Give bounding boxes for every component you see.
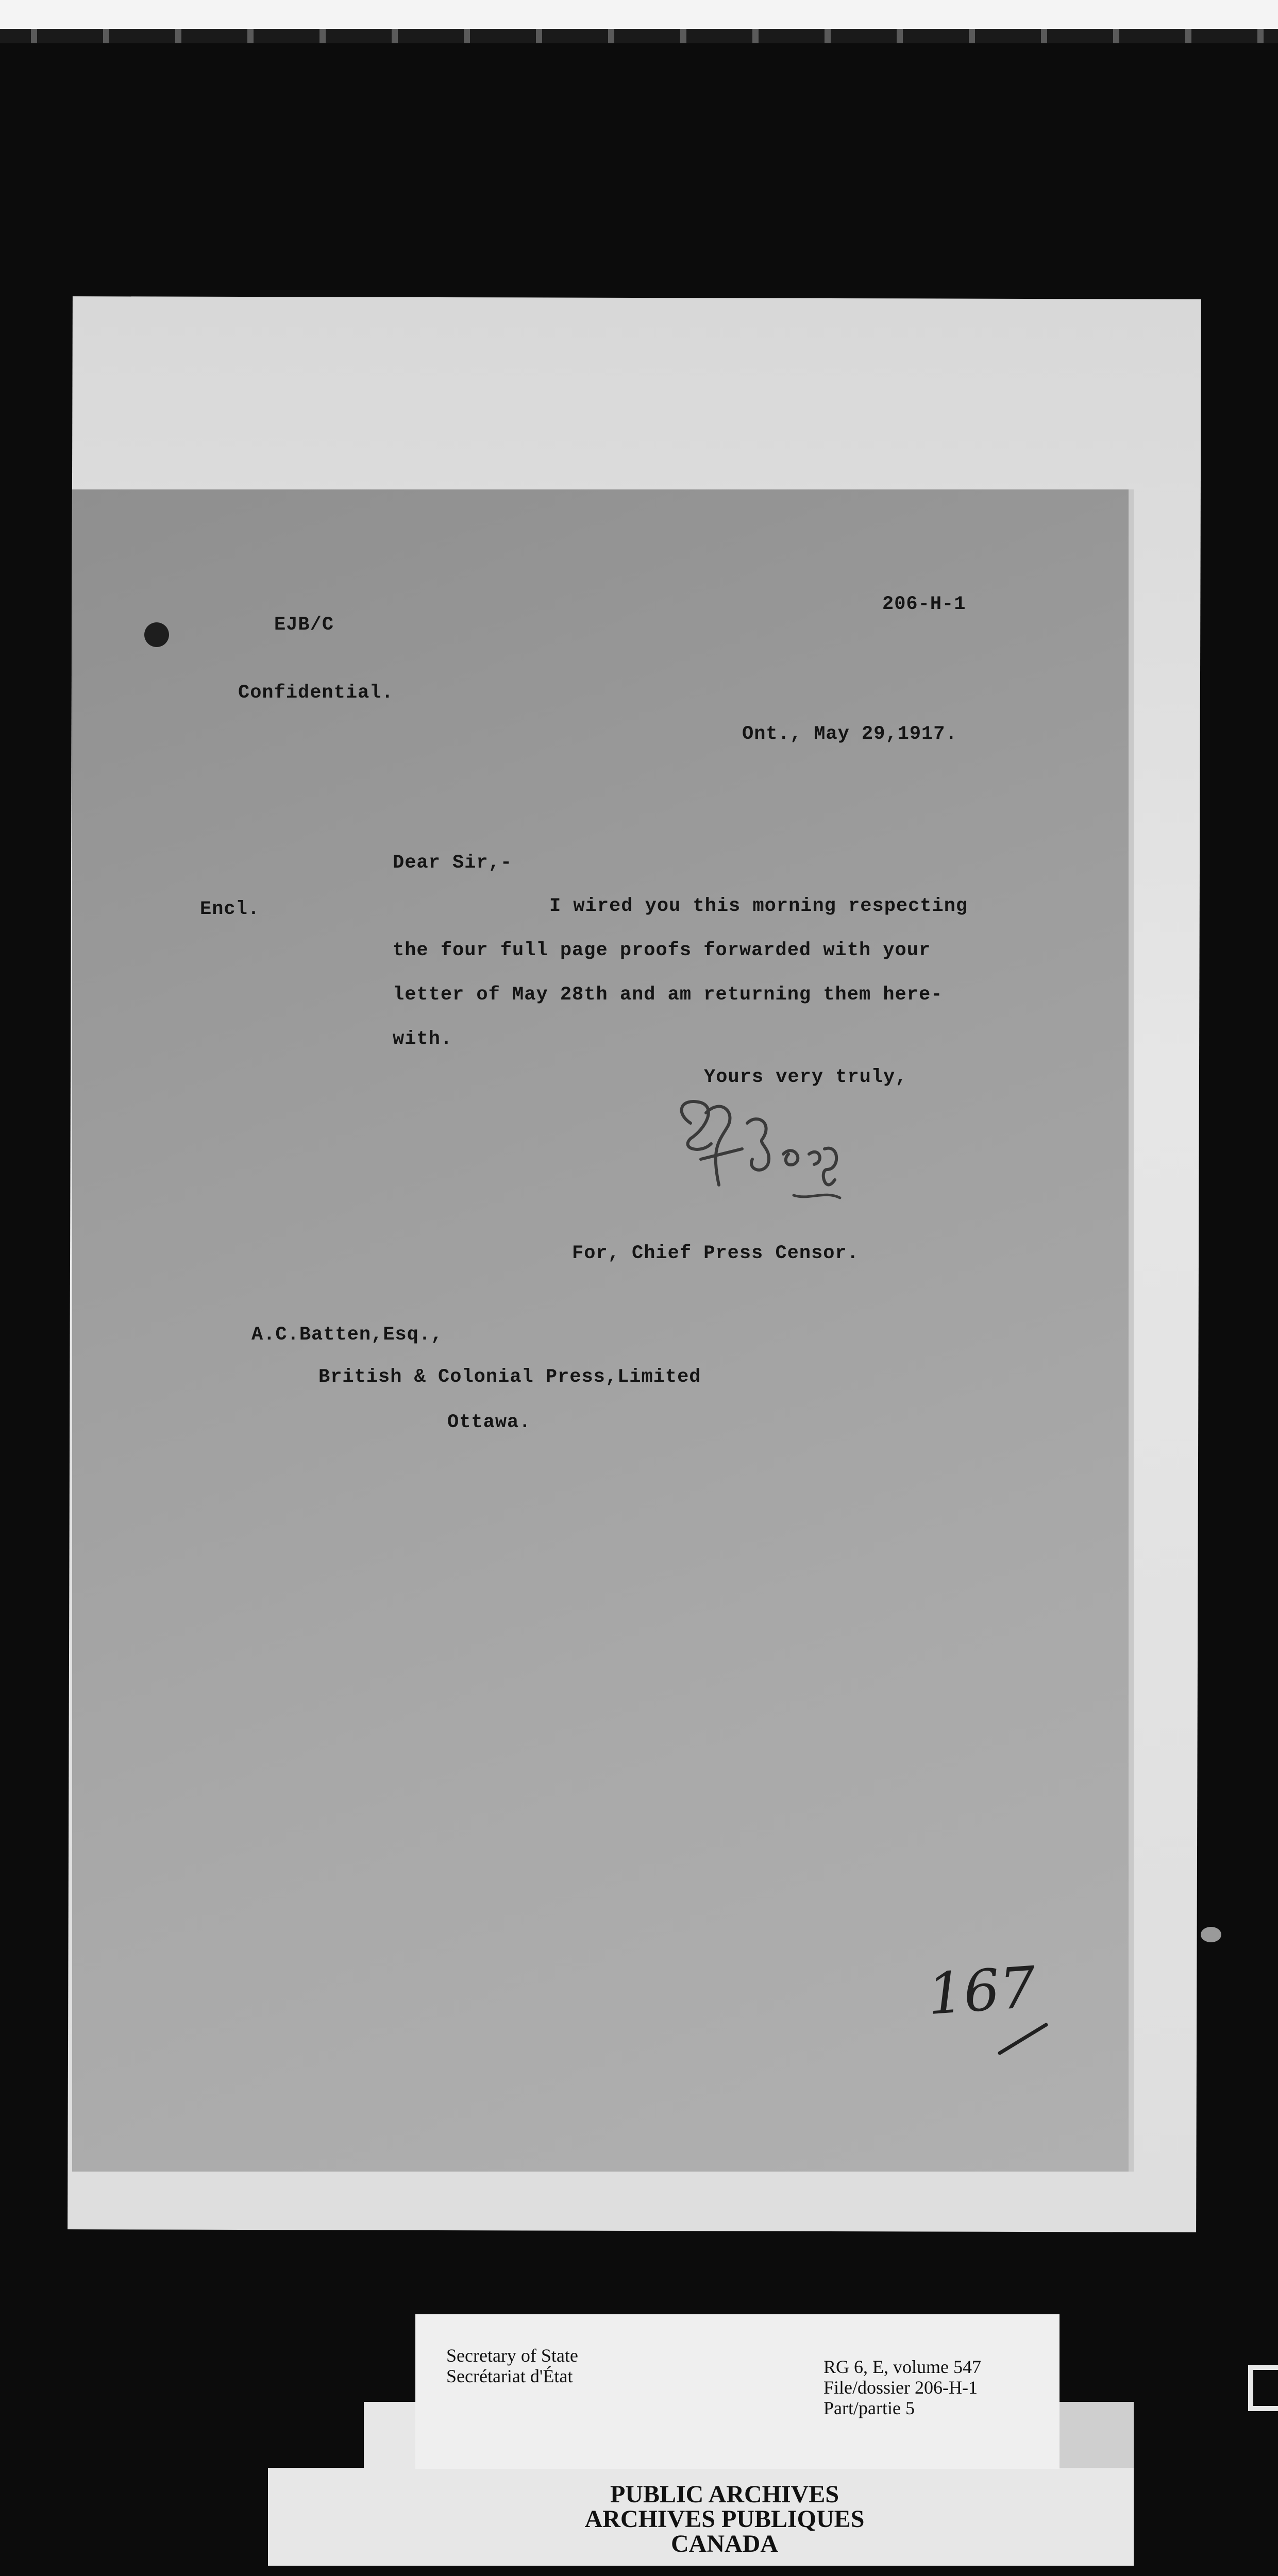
body-line: with. [393, 1028, 453, 1050]
closing: Yours very truly, [704, 1066, 907, 1088]
archives-country: CANADA [671, 2530, 778, 2557]
letter-page [72, 489, 1129, 2172]
letter-initials: EJB/C [274, 614, 334, 636]
enclosure-note: Encl. [200, 899, 260, 920]
archives-french: ARCHIVES PUBLIQUES [584, 2505, 865, 2533]
file-reference: 206-H-1 [882, 594, 966, 615]
salutation: Dear Sir,- [393, 852, 513, 874]
archives-english: PUBLIC ARCHIVES [610, 2481, 839, 2508]
binder-hole-icon [144, 622, 169, 647]
letter-date: Ont., May 29,1917. [742, 723, 957, 745]
archives-heading [415, 2482, 1034, 2556]
body-line: letter of May 28th and am returning them here- [393, 984, 943, 1006]
archive-volume: RG 6, E, volume 547 [823, 2357, 981, 2377]
confidential-mark: Confidential. [238, 682, 394, 704]
recipient-organization: British & Colonial Press,Limited [318, 1366, 701, 1388]
body-line: I wired you this morning respecting [549, 895, 968, 917]
body-line: the four full page proofs forwarded with your [393, 940, 931, 961]
film-edge-mark [1248, 2365, 1278, 2411]
signature [670, 1092, 855, 1211]
recipient-name: A.C.Batten,Esq., [251, 1324, 443, 1346]
signature-title: For, Chief Press Censor. [572, 1243, 859, 1264]
archive-part: Part/partie 5 [823, 2398, 915, 2418]
folio-number-text: 167 [925, 1954, 1038, 2028]
department-french: Secrétariat d'État [446, 2366, 573, 2386]
recipient-city: Ottawa. [447, 1412, 531, 1433]
archive-file: File/dossier 206-H-1 [823, 2377, 978, 2398]
film-sprocket-strip [0, 29, 1278, 43]
folio-number [925, 1954, 1062, 2061]
film-speck [1201, 1927, 1221, 1942]
department-english: Secretary of State [446, 2345, 578, 2366]
label-cutout [268, 2402, 364, 2468]
